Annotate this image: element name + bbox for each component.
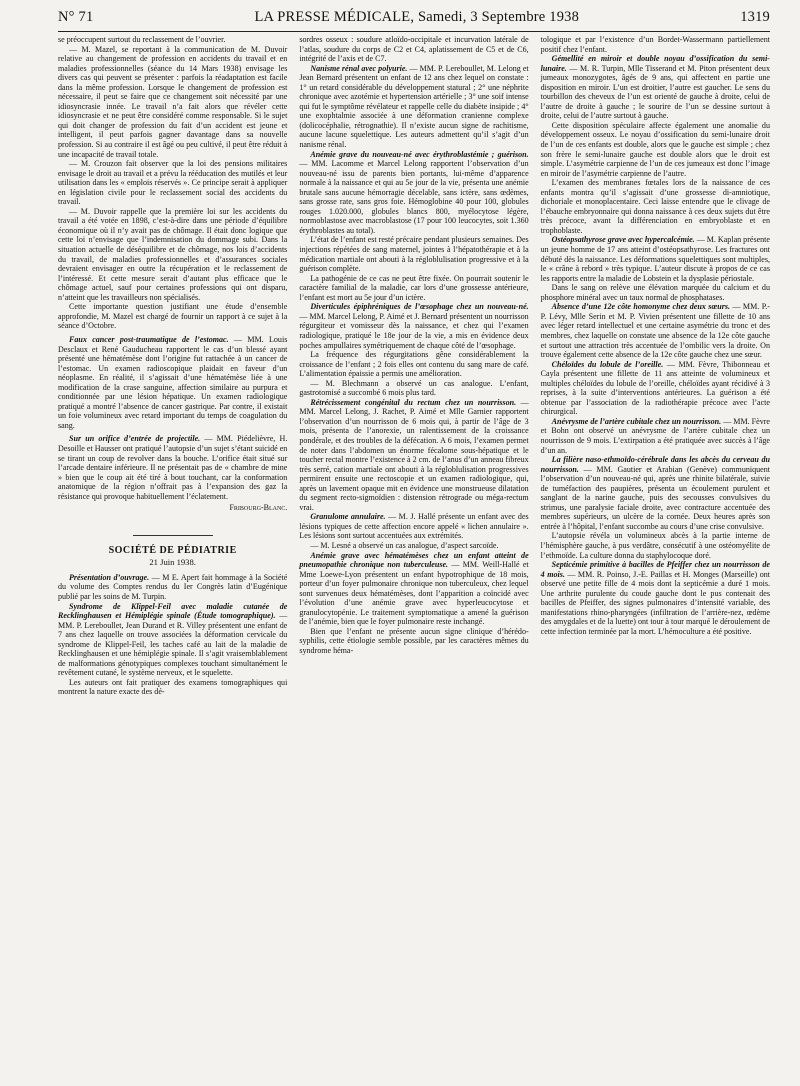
author-signature: Fribourg-Blanc. <box>229 503 288 513</box>
article-columns <box>58 35 770 697</box>
subheading: Anévrysme de l’artère cubitale chez un nourrisson. <box>551 416 722 426</box>
paragraph: Les auteurs ont fait pratiquer des examens tomographiques qui montrent la nature exacte des dé- <box>58 677 288 697</box>
paragraph: — M. Lesné a observé un cas analogue, d’aspect sarcoïde. <box>310 540 499 550</box>
paragraph: L’autopsie révéla un volumineux abcès à la partie interne de l’hémisphère gauche, à pus verdâtre, consécutif à une ostéomyélite de l’ethmoïde. La culture donna du staphylocoque doré. <box>540 531 770 560</box>
subheading: Anémie grave avec hématémèses chez un enfant atteint de pneumopathie chronique non tuberculeuse. <box>299 550 529 570</box>
subheading: Gémellité en miroir et double noyau d’ossification du semi-lunaire. <box>540 54 770 73</box>
column-2 <box>299 35 528 697</box>
paragraph: — MM. Weill-Hallé et Mme Loewe-Lyon présentent un enfant hypotrophique de 18 mois, porteur d’un foyer pulmonaire chronique non tuberculeux, chez lequel sont survenues deux hématémèses, dont l’apparition a coïncidé avec l’évolution d’une anémie grave avec hyperleucocytose et granulocytopénie. Le traitement symptomatique a amené la guérison de l’anémie, bien que le foyer pulmonaire reste inchangé. <box>299 560 529 627</box>
paragraph: sordres osseux : soudure atloïdo-occipitale et incurvation latérale de l’atlas, soudure du corps de C2 et C4, aplatissement de C5 et de C6, intégrité de l’axis et de C7. <box>299 35 529 64</box>
section-divider <box>133 535 213 536</box>
subheading: Présentation d’ouvrage. <box>69 572 150 582</box>
paragraph: La pathogénie de ce cas ne peut être fixée. On pourrait soutenir le caractère familial de la maladie, car lors d’une grossesse antérieure, l’enfant est mort au 5e jour d’un ictère. <box>299 273 529 302</box>
paragraph: — MM. R. Poinso, J.-E. Paillas et H. Monges (Marseille) ont observé une petite fille de 4 mois dont la septicémie a duré 1 mois. Une arthrite purulente du coude gauche dont le pus contenait des bacilles de Pfeiffer, des signes pulmonaires d’intensité variable, des manifestations rhino-pharyngées (infiltration de l’arrière-nez, œdème des amygdales et de la luette) ont tour à tour marqué le déroulement de cette infection terminée par la mort. L’hémoculture a été positive. <box>540 569 770 636</box>
paragraph: — MM. Lacomme et Marcel Lelong rapportent l’observation d’un nouveau-né issu de parents bien portants, lui-même d’apparence normale à la naissance et qui au 5e jour de la vie, présenta une anémie brutale sans aucune hémorragie décelable, sans ictère, sans œdèmes, sans grosse rate, sans gros foie. Hémoglobine 40 pour 100, globules rouges 1.020.000, globules blancs 800, myélocytose légère, normoblastose avec macroblastose (17 pour 100 leucocytes, soit 1.360 érythroblastes au total). <box>299 159 529 235</box>
paragraph: — MM. P.-P. Lévy, Mlle Serin et M. P. Vivien présentent une fillette de 10 ans avec léger retard intellectuel et une certaine asymétrie du tronc et des membres, chez laquelle on constate une absence de la 12e côte gauche et surtout une attraction très accentuée de l’ombilic vers la droite. On trouve également cette absence de la 12e côte gauche chez une sœur. <box>540 302 770 360</box>
subheading: Diverticules épiphréniques de l’œsophage chez un nouveau-né. <box>310 302 529 312</box>
paragraph: — M. Crouzon fait observer que la loi des pensions militaires envisage le droit au travail et a prévu la rééducation des mutilés et leur utilisation dans les « emplois réservés ». Ce principe serait à appliquer en législation civile pour le reclassement social des accidents du travail. <box>58 159 288 207</box>
subheading: Absence d’une 12e côte homonyme chez deux sœurs. <box>551 302 730 312</box>
paragraph: — MM. P. Lereboullet, Jean Durand et R. Villey présentent une enfant de 7 ans chez laquelle on trouve associées la déformation cervicale du syndrome de Klippel-Feil, les taches café au lait de la maladie de Recklinghausen et une hémiplégie spinale. Il s’agit vraisemblablement de malformations génotypiques complexes touchant simultanément le revêtement cutané, le système nerveux, et le squelette. <box>58 611 288 678</box>
paragraph: — MM. Piédelièvre, H. Desoille et Hausser ont pratiqué l’autopsie d’un sujet s’étant suicidé en se tirant un coup de revolver dans la bouche. L’orifice était situé sur l’arcade dentaire inférieure. Il ne présentait pas de « chambre de mine » bien que le coup ait été tiré à bout touchant, car la conformation anatomique de la région n’offrait pas à l’expansion des gaz la résistance qui provoque habituellement l’éclatement. <box>58 434 288 501</box>
paragraph: L’examen des membranes fœtales lors de la naissance de ces enfants montra qu’il s’agissait d’une grossesse di-amniotique, dichoriale et monoplacentaire. Ceci laisse entendre que le clivage de l’ébauche embryonnaire qui donna naissance à ces deux sujets dut être très précoce, avant la différenciation en embryoblaste et en trophoblaste. <box>540 178 770 235</box>
paragraph: tologique et par l’existence d’un Bordet-Wassermann partiellement positif chez l’enfant. <box>540 35 770 54</box>
paragraph: — MM. Fèvre, Thibonneau et Cayla présentent une fillette de 11 ans atteinte de volumineux et multiples chéloïdes du lobule de l’oreille, chéloïdes ayant récidivé à 3 reprises, à la suite d’interventions antérieures. La guérison a été obtenue par l’association de la radiothérapie précoce avec l’acte chirurgical. <box>540 359 770 417</box>
paragraph: — MM. P. Lereboullet, M. Lelong et Jean Bernard présentent un enfant de 12 ans chez lequel on constate : 1° un retard considérable du développement statural ; 2° une néphrite chronique avec azotémie et hypertension artérielle ; 3° une soif intense qui fut le symptôme révélateur et rappelle celle du diabète insipide ; 4° une exophtalmie associée à une déformation cranienne complexe (dolicocéphalie, rétrognathie). Il n’existe aucun signe de rachitisme, aucune lacune squelettique. Les auteurs admettent qu’il s’agit d’un nanisme rénal. <box>299 63 529 150</box>
paragraph: Cette importante question justifiant une étude d’ensemble approfondie, M. Mazel est chargé de fournir un rapport à ce sujet à la séance d’Octobre. <box>58 302 288 331</box>
subheading: Rétrécissement congénital du rectum chez un nourrisson. <box>310 397 517 407</box>
paragraph: — M. Mazel, se reportant à la communication de M. Duvoir relative au changement de profession en accidents du travail et en maladies professionnelles (séance du 14 Mars 1938) envisage les divers cas qui peuvent se présenter : parfois la réadaptation est facile dans la même profession. Lorsque le changement de profession est nécessaire, il peut se faire que ce changement soit nécessité par une idiosyncrasie innée. Le travail n’a fait alors que révéler cette idiosyncrasie et ne peut être considéré comme responsable. Si le sujet qui doit changer de profession du fait d’un accident est jeune et intelligent, il peut parfois gagner davantage dans sa nouvelle profession. Si au contraire il est âgé ou peu cultivé, il peut être réduit à une incapacité de travail totale. <box>58 44 288 159</box>
paragraph: L’état de l’enfant est resté précaire pendant plusieurs semaines. Des injections répétées de sang maternel, jointes à l’hépatothérapie et à la médication martiale ont abouti à la régloblulisation progressive et à la guérison complète. <box>299 235 529 274</box>
subheading: Anémie grave du nouveau-né avec érythroblastémie ; guérison. <box>310 149 529 159</box>
section-title: SOCIÉTÉ DE PÉDIATRIE <box>108 544 237 556</box>
subheading: Granulome annulaire. <box>310 512 386 522</box>
paragraph: — M. R. Turpin, Mlle Tisserand et M. Piton présentent deux jumeaux monozygotes, âgés de 9 ans, qui affectent en partie une disposition en miroir. L’un est droitier, l’autre est gaucher. Le sens du tourbillon des cheveux de l’un est orienté de gauche à droite, celui de l’autre de droite à gauche ; le sourire de l’un se dessine surtout à droite, celui de l’autre surtout à gauche. <box>540 63 770 121</box>
subheading: Nanisme rénal avec polyurie. <box>310 63 408 73</box>
page-number: 1319 <box>740 9 770 25</box>
paragraph: — MM. Louis Desclaux et René Gauducheau rapportent le cas d’un blessé ayant présenté une hématémèse dont l’origine fut rattachée à un cancer de l’estomac. Un examen radioscopique plaidait en faveur d’un néoplasme. En réalité, il s’agissait d’une hématémèse liée à une modification de la crase sanguine, affection similaire au purpura et conditionnée par une lésion hépatique. Un examen radiologique pratiqué a montré l’absence de cancer gastrique. Par contre, il existait un foie volumineux avec retard important du temps de coagulation du sang. <box>58 334 288 430</box>
paragraph: — MM. Gautier et Arabian (Genève) communiquent l’observation d’un nouveau-né qui, après une rhinite bilatérale, suivie de tuméfaction des paupières, présenta un écoulement purulent et sanglant de la narine gauche, puis des secousses convulsives du strimus, une paralysie faciale droite, avec contracture accentuée des membres supérieurs, un ulcère de la cornée. Deux heures après son entrée à l’hôpital, l’enfant succombe au cours d’une crise convulsive. <box>540 464 770 531</box>
paragraph: — MM. Marcel Lelong, P. Aimé et J. Bernard présentent un nourrisson régurgiteur et vomisseur dès la naissance, et chez qui l’examen radiologique, pratiqué le 18e jour de la vie, a mis en évidence deux poches ampullaires symétriquement de chaque côté de l’œsophage. <box>299 311 529 350</box>
paragraph: — M E. Apert fait hommage à la Société du volume des Comptes rendus du Ier Congrès latin d’Eugénique publié par les soins de M. Turpin. <box>58 572 288 601</box>
subheading: Ostéopsathyrose grave avec hypercalcémie. <box>551 235 695 245</box>
paragraph: Cette disposition spéculaire affecte également une anomalie du développement osseux. Le noyau d’ossification du semi-lunaire droit de l’un de ces enfants est double, alors que le gauche est simple ; chez son frère le semi-lunaire gauche est double alors que le droit est simple. L’asymétrie carpienne de l’un de ces jumeaux est donc l’image en miroir de l’asymétrie carpienne de l’autre. <box>540 120 770 178</box>
paragraph: Dans le sang on relève une élévation marquée du calcium et du phosphore minéral avec un taux normal de phosphatases. <box>540 283 770 302</box>
page-header <box>58 4 770 32</box>
column-3 <box>541 35 770 697</box>
subheading: Syndrome de Klippel-Feil avec maladie cutanée de Recklinghausen et Hémiplégie spinale (Étude tomographique). <box>58 601 288 621</box>
paragraph: — MM. Fèvre et Bohn ont observé un anévrysme de l’artère cubitale chez un nourrisson de 9 mois. L’extirpation a été pratiquée avec succès à l’âge d’un an. <box>540 416 770 455</box>
paragraph: se préoccupent surtout du reclassement de l’ouvrier. <box>58 35 226 44</box>
journal-title: LA PRESSE MÉDICALE, Samedi, 3 Septembre 1938 <box>254 9 580 25</box>
issue-number: N° 71 <box>58 9 94 25</box>
subheading: Septicémie primitive à bacilles de Pfeiffer chez un nourrisson de 4 mois. <box>540 560 770 579</box>
journal-page <box>0 4 800 1086</box>
subheading: La filière naso-ethmoïdo-cérébrale dans les abcès du cerveau du nourrisson. <box>540 455 770 474</box>
session-date: 21 Juin 1938. <box>149 557 196 568</box>
paragraph: Bien que l’enfant ne présente aucun signe clinique d’hérédo-syphilis, cette étiologie semble possible, par les caractères mêmes du syndrome héma- <box>299 626 529 655</box>
subheading: Chéloïdes du lobule de l’oreille. <box>551 359 664 369</box>
paragraph: — M. Kaplan présente un jeune homme de 17 ans atteint d’ostéopsathyrose. Les fractures ont débuté dès la naissance. Les déformations squelettiques sont multiples, le « crâne à rebord » très typique. L’auteur discute à propos de ce cas les rapports entre la maladie de Lobstein et la dysplasie périostale. <box>540 235 770 283</box>
paragraph: — M. J. Hallé présente un enfant avec des lésions typiques de cette affection encore appelé « lichen annulaire ». Les lésions sont surtout accentuées aux extrémités. <box>299 512 529 541</box>
subheading: Faux cancer post-traumatique de l’estomac. <box>69 334 229 344</box>
subheading: Sur un orifice d’entrée de projectile. <box>69 434 201 444</box>
paragraph: — M. Duvoir rappelle que la première loi sur les accidents du travail a été votée en 1898, c’est-à-dire dans une période d’équilibre économique où il n’y avait pas de chômage. Il était donc logique que cette loi n’envisage que l’indemnisation du dommage subi. Dans la situation actuelle de déséquilibre et de chômage, nos lois d’accidents du travail, de maladies professionnelles et d’assurances sociales devraient envisager en outre la récupération et le reclassement de l’intéressé. Et cette mesure serait d’autant plus efficace que le chômage actuel, sauf pour certaines professions qui ont disparu, n’atteint que les travailleurs non spécialisés. <box>58 206 288 302</box>
column-1 <box>58 35 287 697</box>
paragraph: — M. Blechmann a observé un cas analogue. L’enfant, gastrotomisé a succombé 6 mois plus tard. <box>299 378 529 398</box>
paragraph: La fréquence des régurgitations gêne considérablement la croissance de l’enfant ; 2 fois elles ont contenu du sang mare de café. L’alimentation épaissie a permis une amélioration. <box>299 350 529 379</box>
paragraph: — MM. Marcel Lelong, J. Rachet, P. Aimé et Mlle Garnier rapportent l’observation d’un nourrisson de 6 mois qui, à partir de l’âge de 3 mois, présenta de l’anorexie, un ralentissement de la croissance pondérale, et des troubles de la défécation. A 6 mois, l’examen permet de noter dans l’abdomen un énorme fécalome sous-hépatique et le toucher rectal montre l’existence à 2 cm. de l’anus d’un anneau fibreux très serré, cation martiale ont abouti à la régloblulisation progressives permirent ensuite une rectoscopie et un examen radiologique, qui, après un lavement opaque mit en évidence une monstrueuse dilatation du segment recto-sigmoïdien : distension rétrograde ou méga-rectum vrai. <box>299 397 529 512</box>
